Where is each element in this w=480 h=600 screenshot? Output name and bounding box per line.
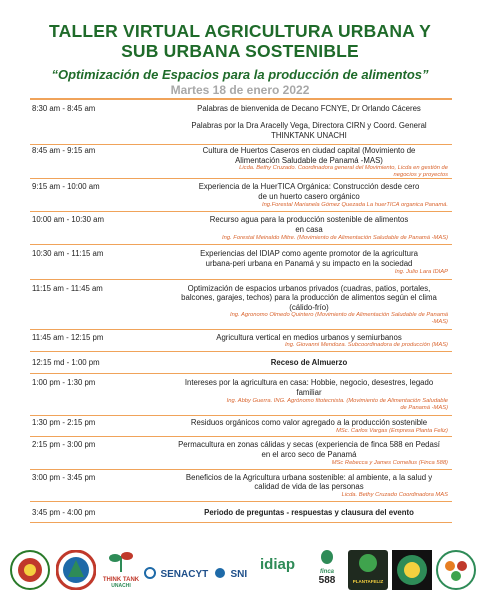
schedule-row xyxy=(30,117,452,145)
plant-icon xyxy=(102,548,140,572)
session-speaker: Ing. Forestal Meinaldo Mitre. (Movimiento de Alimentación Saludable de Panamá -MAS) xyxy=(222,234,448,241)
plantafeliz-logo: PLANTAFELIZ xyxy=(348,550,388,590)
session-title: Receso de Almuerzo xyxy=(270,358,348,368)
university-seal-icon xyxy=(10,550,50,590)
schedule-content xyxy=(170,378,448,411)
schedule-row xyxy=(30,374,452,416)
schedule-content xyxy=(170,146,448,179)
session-title: urbana-peri urbana en Panamá y su impacto en la sociedad xyxy=(205,258,413,268)
schedule-time: 3:00 pm - 3:45 pm xyxy=(32,472,96,482)
schedule-time: 9:15 am - 10:00 am xyxy=(32,182,100,192)
schedule-time: 8:30 am - 8:45 am xyxy=(32,103,96,113)
schedule-time: 10:00 am - 10:30 am xyxy=(32,215,104,225)
schedule-time: 1:30 pm - 2:15 pm xyxy=(32,418,96,428)
senacyt-icon xyxy=(144,567,156,579)
session-speaker: Ing. Giovanni Mendoza. Subcoordinadora de producción (MAS) xyxy=(284,342,448,349)
schedule-content xyxy=(170,249,448,275)
session-title: Recurso agua para la producción sostenible de alimentos xyxy=(209,215,409,225)
alimentacion-saludable-icon xyxy=(436,550,476,590)
schedule-time: 10:30 am - 11:15 am xyxy=(32,249,104,259)
schedule-content xyxy=(170,284,448,327)
session-title: (cálido-frío) xyxy=(289,302,329,312)
session-speaker: -MAS) xyxy=(431,319,448,326)
page-title-line2: SUB URBANA SOSTENIBLE xyxy=(121,41,359,61)
session-title: familiar xyxy=(296,387,322,397)
session-speaker: Licda. Bethy Cruzado. Coordinadora general del Movimiento, Licda en gestión de xyxy=(239,165,448,172)
schedule-time: 3:45 pm - 4:00 pm xyxy=(32,507,96,517)
schedule-time: 12:15 md - 1:00 pm xyxy=(32,358,100,368)
schedule-content xyxy=(170,333,448,350)
session-title: Intereses por la agricultura en casa: Hobbie, negocio, desestres, legado xyxy=(184,378,434,388)
schedule-row xyxy=(30,212,452,245)
sni-logo: SNI xyxy=(214,564,247,582)
unachi-seal-icon xyxy=(56,550,96,590)
session-speaker: MSc Rebecca y James Cornelius (Finca 588) xyxy=(331,459,448,466)
schedule-row xyxy=(30,179,452,212)
schedule-content xyxy=(170,508,448,518)
session-title: en casa xyxy=(295,224,323,234)
schedule-content xyxy=(170,215,448,241)
schedule-time: 2:15 pm - 3:00 pm xyxy=(32,440,96,450)
sponsor-logos xyxy=(10,546,472,590)
session-title: balcones, garajes, techos) para la producción de alimentos según el clima xyxy=(181,293,437,303)
session-title: Agricultura vertical en medios urbanos y semiurbanos xyxy=(216,332,402,342)
session-title: Periodo de preguntas - respuestas y clausura del evento xyxy=(204,507,414,517)
session-title: Beneficios de la Agricultura urbana sostenible: al ambiente, a la salud y xyxy=(185,472,433,482)
session-title: en el arco seco de Panamá xyxy=(261,449,357,459)
session-title: Permacultura en zonas cálidas y secas (experiencia de finca 588 en Pedasí xyxy=(178,440,440,450)
schedule-content xyxy=(170,418,448,435)
page-title-line1: TALLER VIRTUAL AGRICULTURA URBANA Y xyxy=(49,21,431,41)
schedule-time: 8:45 am - 9:15 am xyxy=(32,146,96,155)
session-speaker: Ing.Forestal Marianela Gómez Quezada La huerTICA organica Panamá. xyxy=(261,201,448,208)
senacyt-logo: SENACYT xyxy=(144,564,208,582)
plantafeliz-icon xyxy=(348,550,388,574)
leaf-icon xyxy=(318,548,336,564)
session-speaker: MSc. Carlos Vargas (Empresa Planta Feliz) xyxy=(336,427,448,434)
session-title: THINKTANK UNACHI xyxy=(271,130,347,140)
session-speaker: Ing. Agronomo Olmedo Quintero (Movimiento de Alimentación Saludable de Panamá xyxy=(229,312,448,319)
session-speaker: Ing. Julio Lara IDIAP xyxy=(394,268,448,275)
session-title: Cultura de Huertos Caseros en ciudad capital (Movimiento de xyxy=(202,146,416,155)
event-date: Martes 18 de enero 2022 xyxy=(170,83,310,97)
schedule-content xyxy=(170,182,448,208)
schedule-time: 11:15 am - 11:45 am xyxy=(32,283,103,293)
idiap-logo: idiap xyxy=(260,556,296,573)
session-title: Palabras por la Dra Aracelly Vega, Directora CIRN y Coord. General xyxy=(191,121,427,131)
huertica-logo-icon xyxy=(392,550,432,590)
schedule-content xyxy=(170,358,448,368)
schedule-content xyxy=(170,104,448,114)
session-title: Palabras de bienvenida de Decano FCNYE, Dr Orlando Cáceres xyxy=(197,103,421,113)
schedule-row xyxy=(30,100,452,117)
schedule-content xyxy=(170,473,448,499)
session-speaker: Licda. Bethy Cruzado Coordinadora MAS xyxy=(341,492,448,499)
schedule-row xyxy=(30,330,452,352)
schedule-row xyxy=(30,437,452,470)
session-speaker: Ing. Abby Guerra. ING. Agrónomo fitotecnista. (Movimiento de Alimentación Saludable xyxy=(226,397,448,404)
schedule-row xyxy=(30,280,452,330)
session-title: Experiencias del IDIAP como agente promotor de la agricultura xyxy=(200,249,418,259)
schedule-content xyxy=(170,121,448,140)
sni-icon xyxy=(214,567,226,579)
session-title: calidad de vida de las personas xyxy=(254,482,364,492)
session-title: Residuos orgánicos como valor agregado a la producción sostenible xyxy=(190,418,428,428)
schedule-row xyxy=(30,470,452,502)
schedule-row xyxy=(30,145,452,179)
subtitle: “Optimización de Espacios para la producción de alimentos” xyxy=(51,67,429,82)
schedule-row xyxy=(30,502,452,523)
think-tank-logo: THINK TANK UNACHI xyxy=(102,548,140,590)
session-title: de un huerto casero orgánico xyxy=(258,191,360,201)
schedule-row xyxy=(30,416,452,437)
schedule-content xyxy=(170,440,448,466)
session-title: Optimización de espacios urbanos privados (cuadras, patios, portales, xyxy=(187,283,431,293)
finca-588-logo: finca 588 xyxy=(312,548,342,586)
session-title: Alimentación Saludable de Panamá -MAS) xyxy=(235,155,383,165)
schedule-time: 1:00 pm - 1:30 pm xyxy=(32,378,96,388)
session-title: Experiencia de la HuerTICA Orgánica: Construcción desde cero xyxy=(198,182,420,192)
schedule-row xyxy=(30,352,452,374)
schedule-time: 11:45 am - 12:15 pm xyxy=(32,332,104,342)
schedule-table xyxy=(30,100,452,523)
schedule-row xyxy=(30,245,452,280)
session-speaker: de Panamá -MAS) xyxy=(400,404,448,411)
session-speaker: negocios y proyectos xyxy=(393,172,448,179)
